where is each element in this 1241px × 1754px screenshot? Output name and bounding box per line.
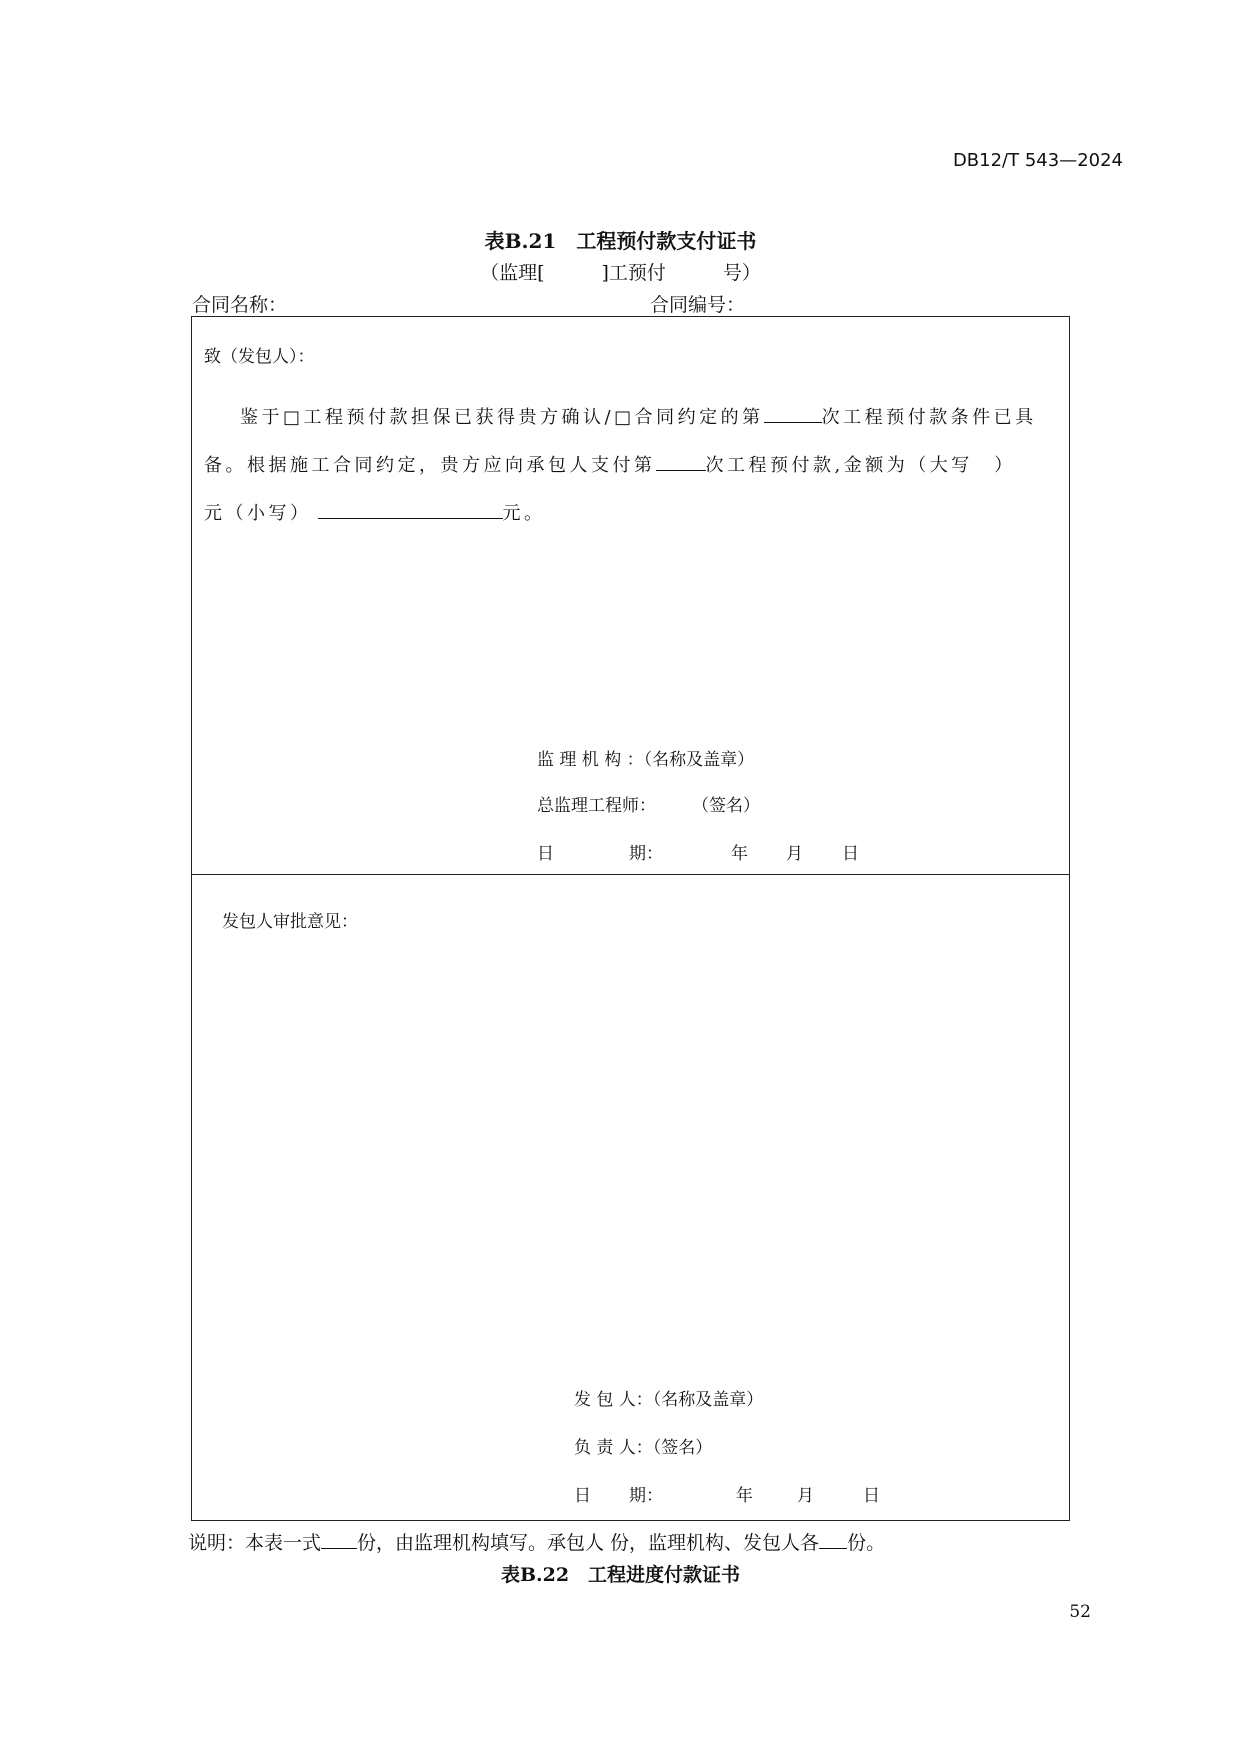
document-code: DB12/T 543—2024 bbox=[952, 150, 1123, 171]
employer-opinion-label: 发包人审批意见： bbox=[222, 912, 358, 932]
explanation-note bbox=[188, 1528, 885, 1555]
date-label: 日 bbox=[574, 1486, 591, 1506]
contract-name-label: 合同名称： bbox=[192, 294, 288, 316]
installment-blank-2[interactable] bbox=[656, 452, 706, 471]
date-year: 年 bbox=[736, 1486, 753, 1506]
date-label: 日 bbox=[537, 844, 554, 864]
recipient-label: 致（发包人）： bbox=[204, 347, 315, 367]
certificate-section bbox=[191, 316, 1070, 875]
date-month: 月 bbox=[797, 1486, 814, 1506]
date-year: 年 bbox=[731, 844, 748, 864]
date-label: 期： bbox=[629, 1486, 663, 1506]
body-line-2 bbox=[204, 451, 1060, 477]
chief-engineer-signature: （签名） bbox=[692, 796, 760, 816]
body-line-1 bbox=[204, 403, 1060, 429]
note-text: 说明：本表一式 bbox=[188, 1532, 322, 1554]
form-subtitle: （监理[ ]工预付 号） bbox=[480, 262, 761, 284]
contract-number-label: 合同编号： bbox=[650, 294, 746, 316]
person-in-charge-signature: 负 责 人：（签名） bbox=[574, 1438, 713, 1458]
form-title: 表B.21 工程预付款支付证书 bbox=[484, 229, 757, 253]
note-text: 份，由监理机构填写。承包人 份，监理机构、发包人各 bbox=[357, 1532, 820, 1554]
next-table-title: 表B.22 工程进度付款证书 bbox=[500, 1564, 741, 1586]
date-day: 日 bbox=[842, 844, 859, 864]
approval-section bbox=[191, 874, 1070, 1521]
installment-blank-1[interactable] bbox=[764, 404, 822, 423]
body-text: 元。 bbox=[502, 503, 546, 524]
copies-blank[interactable] bbox=[321, 1530, 357, 1549]
body-text: 次工程预付款,金额为（大写 ） bbox=[705, 455, 1016, 476]
date-label: 期： bbox=[629, 844, 663, 864]
employer-signature: 发 包 人：（名称及盖章） bbox=[574, 1390, 764, 1410]
note-text: 份。 bbox=[847, 1532, 886, 1554]
copies-blank[interactable] bbox=[819, 1530, 847, 1549]
page-number: 52 bbox=[1069, 1602, 1091, 1622]
date-month: 月 bbox=[786, 844, 803, 864]
date-day: 日 bbox=[863, 1486, 880, 1506]
body-text: 备。根据施工合同约定，贵方应向承包人支付第 bbox=[204, 455, 656, 476]
body-text: 元（小写） bbox=[204, 503, 312, 524]
amount-figures-blank[interactable] bbox=[318, 500, 503, 519]
body-line-3 bbox=[204, 499, 1060, 525]
body-text: 次工程预付款条件已具 bbox=[821, 407, 1037, 428]
body-text: 鉴于□工程预付款担保已获得贵方确认/□合同约定的第 bbox=[240, 407, 764, 428]
supervision-org-signature: 监 理 机 构 ：（名称及盖章） bbox=[537, 750, 755, 770]
chief-engineer-label: 总监理工程师： bbox=[537, 796, 656, 816]
